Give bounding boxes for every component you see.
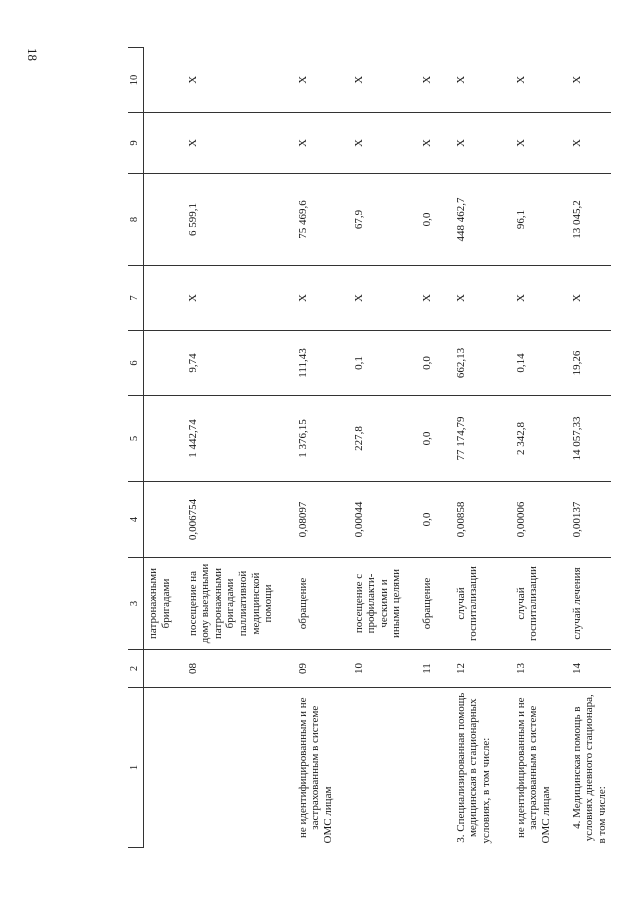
cost-total: 67,9 <box>350 174 418 266</box>
rotated-table-wrapper <box>128 48 608 848</box>
col-num: 9 <box>128 113 144 174</box>
column-number-row <box>128 48 144 848</box>
norm-cost <box>144 396 184 482</box>
col-num: 4 <box>128 482 144 558</box>
per-capita: 19,26 <box>568 331 612 396</box>
norm-cost: 227,8 <box>350 396 418 482</box>
norm-volume: 0,00858 <box>452 482 512 558</box>
table-row <box>568 48 612 848</box>
norm-volume: 0,0 <box>418 482 452 558</box>
per-capita-oms: X <box>418 266 452 331</box>
per-capita-oms: X <box>184 266 294 331</box>
unit: случай госпитализации <box>452 558 512 650</box>
per-capita: 0,1 <box>350 331 418 396</box>
share: X <box>452 48 512 113</box>
share: X <box>350 48 418 113</box>
row-label: не идентифицированным и не застрахованным в системе ОМС лицам <box>514 697 552 844</box>
norm-cost: 0,0 <box>418 396 452 482</box>
cost-total: 0,0 <box>418 174 452 266</box>
unit: случай лечения <box>568 558 612 650</box>
row-label: 4. Медицинская помощь в условиях дневного стационара, в том числе: <box>570 694 608 844</box>
unit: патронажными бригадами <box>144 558 184 650</box>
col-num: 6 <box>128 331 144 396</box>
norm-volume: 0,00044 <box>350 482 418 558</box>
per-capita-oms: X <box>568 266 612 331</box>
unit: посещение на дому выездными патронажными бригадами паллиативной медицинской помощи <box>184 558 294 650</box>
per-capita-oms: X <box>294 266 350 331</box>
row-label <box>144 688 184 848</box>
row-code <box>144 650 184 688</box>
per-capita: 662,13 <box>452 331 512 396</box>
row-code: 13 <box>512 650 568 688</box>
per-capita-oms: X <box>452 266 512 331</box>
col-num: 3 <box>128 558 144 650</box>
row-label <box>184 688 294 848</box>
norm-volume: 0,00137 <box>568 482 612 558</box>
row-code: 10 <box>350 650 418 688</box>
oms-total: X <box>184 113 294 174</box>
oms-total: X <box>418 113 452 174</box>
norm-volume: 0,006754 <box>184 482 294 558</box>
share: X <box>294 48 350 113</box>
table-row <box>452 48 512 848</box>
unit: обращение <box>418 558 452 650</box>
share <box>144 48 184 113</box>
col-num: 5 <box>128 396 144 482</box>
cost-total: 448 462,7 <box>452 174 512 266</box>
row-code: 09 <box>294 650 350 688</box>
cost-total: 13 045,2 <box>568 174 612 266</box>
col-num: 10 <box>128 48 144 113</box>
row-code: 12 <box>452 650 512 688</box>
table-row <box>350 48 418 848</box>
cost-total: 6 599,1 <box>184 174 294 266</box>
row-label: не идентифицированным и не застрахованным в системе ОМС лицам <box>296 697 334 844</box>
share: X <box>418 48 452 113</box>
norm-volume: 0,08097 <box>294 482 350 558</box>
col-num: 1 <box>128 688 144 848</box>
col-num: 7 <box>128 266 144 331</box>
norm-volume <box>144 482 184 558</box>
unit: случай госпитализации <box>512 558 568 650</box>
table-row <box>184 48 294 848</box>
norm-cost: 1 376,15 <box>294 396 350 482</box>
tariff-table <box>128 47 611 848</box>
norm-volume: 0,00006 <box>512 482 568 558</box>
oms-total: X <box>452 113 512 174</box>
table-row <box>418 48 452 848</box>
oms-total: X <box>512 113 568 174</box>
share: X <box>568 48 612 113</box>
row-label <box>350 688 418 848</box>
oms-total <box>144 113 184 174</box>
oms-total: X <box>294 113 350 174</box>
row-code: 08 <box>184 650 294 688</box>
norm-cost: 2 342,8 <box>512 396 568 482</box>
share: X <box>512 48 568 113</box>
cost-total: 96,1 <box>512 174 568 266</box>
row-label: 3. Специализированная помощь медицинская в стационарных условиях, в том числе: <box>454 692 492 844</box>
page-number: 18 <box>25 48 40 61</box>
row-label <box>418 688 452 848</box>
cost-total: 75 469,6 <box>294 174 350 266</box>
unit: посещение с профилакти-ческими и иными целями <box>350 558 418 650</box>
per-capita-oms <box>144 266 184 331</box>
per-capita: 0,14 <box>512 331 568 396</box>
oms-total: X <box>568 113 612 174</box>
per-capita-oms: X <box>512 266 568 331</box>
row-code: 11 <box>418 650 452 688</box>
table-row <box>294 48 350 848</box>
norm-cost: 14 057,33 <box>568 396 612 482</box>
unit: обращение <box>294 558 350 650</box>
table-row <box>144 48 184 848</box>
per-capita: 0,0 <box>418 331 452 396</box>
table-row <box>512 48 568 848</box>
row-code: 14 <box>568 650 612 688</box>
col-num: 8 <box>128 174 144 266</box>
norm-cost: 1 442,74 <box>184 396 294 482</box>
share: X <box>184 48 294 113</box>
cost-total <box>144 174 184 266</box>
oms-total: X <box>350 113 418 174</box>
per-capita-oms: X <box>350 266 418 331</box>
per-capita <box>144 331 184 396</box>
col-num: 2 <box>128 650 144 688</box>
per-capita: 111,43 <box>294 331 350 396</box>
per-capita: 9,74 <box>184 331 294 396</box>
norm-cost: 77 174,79 <box>452 396 512 482</box>
